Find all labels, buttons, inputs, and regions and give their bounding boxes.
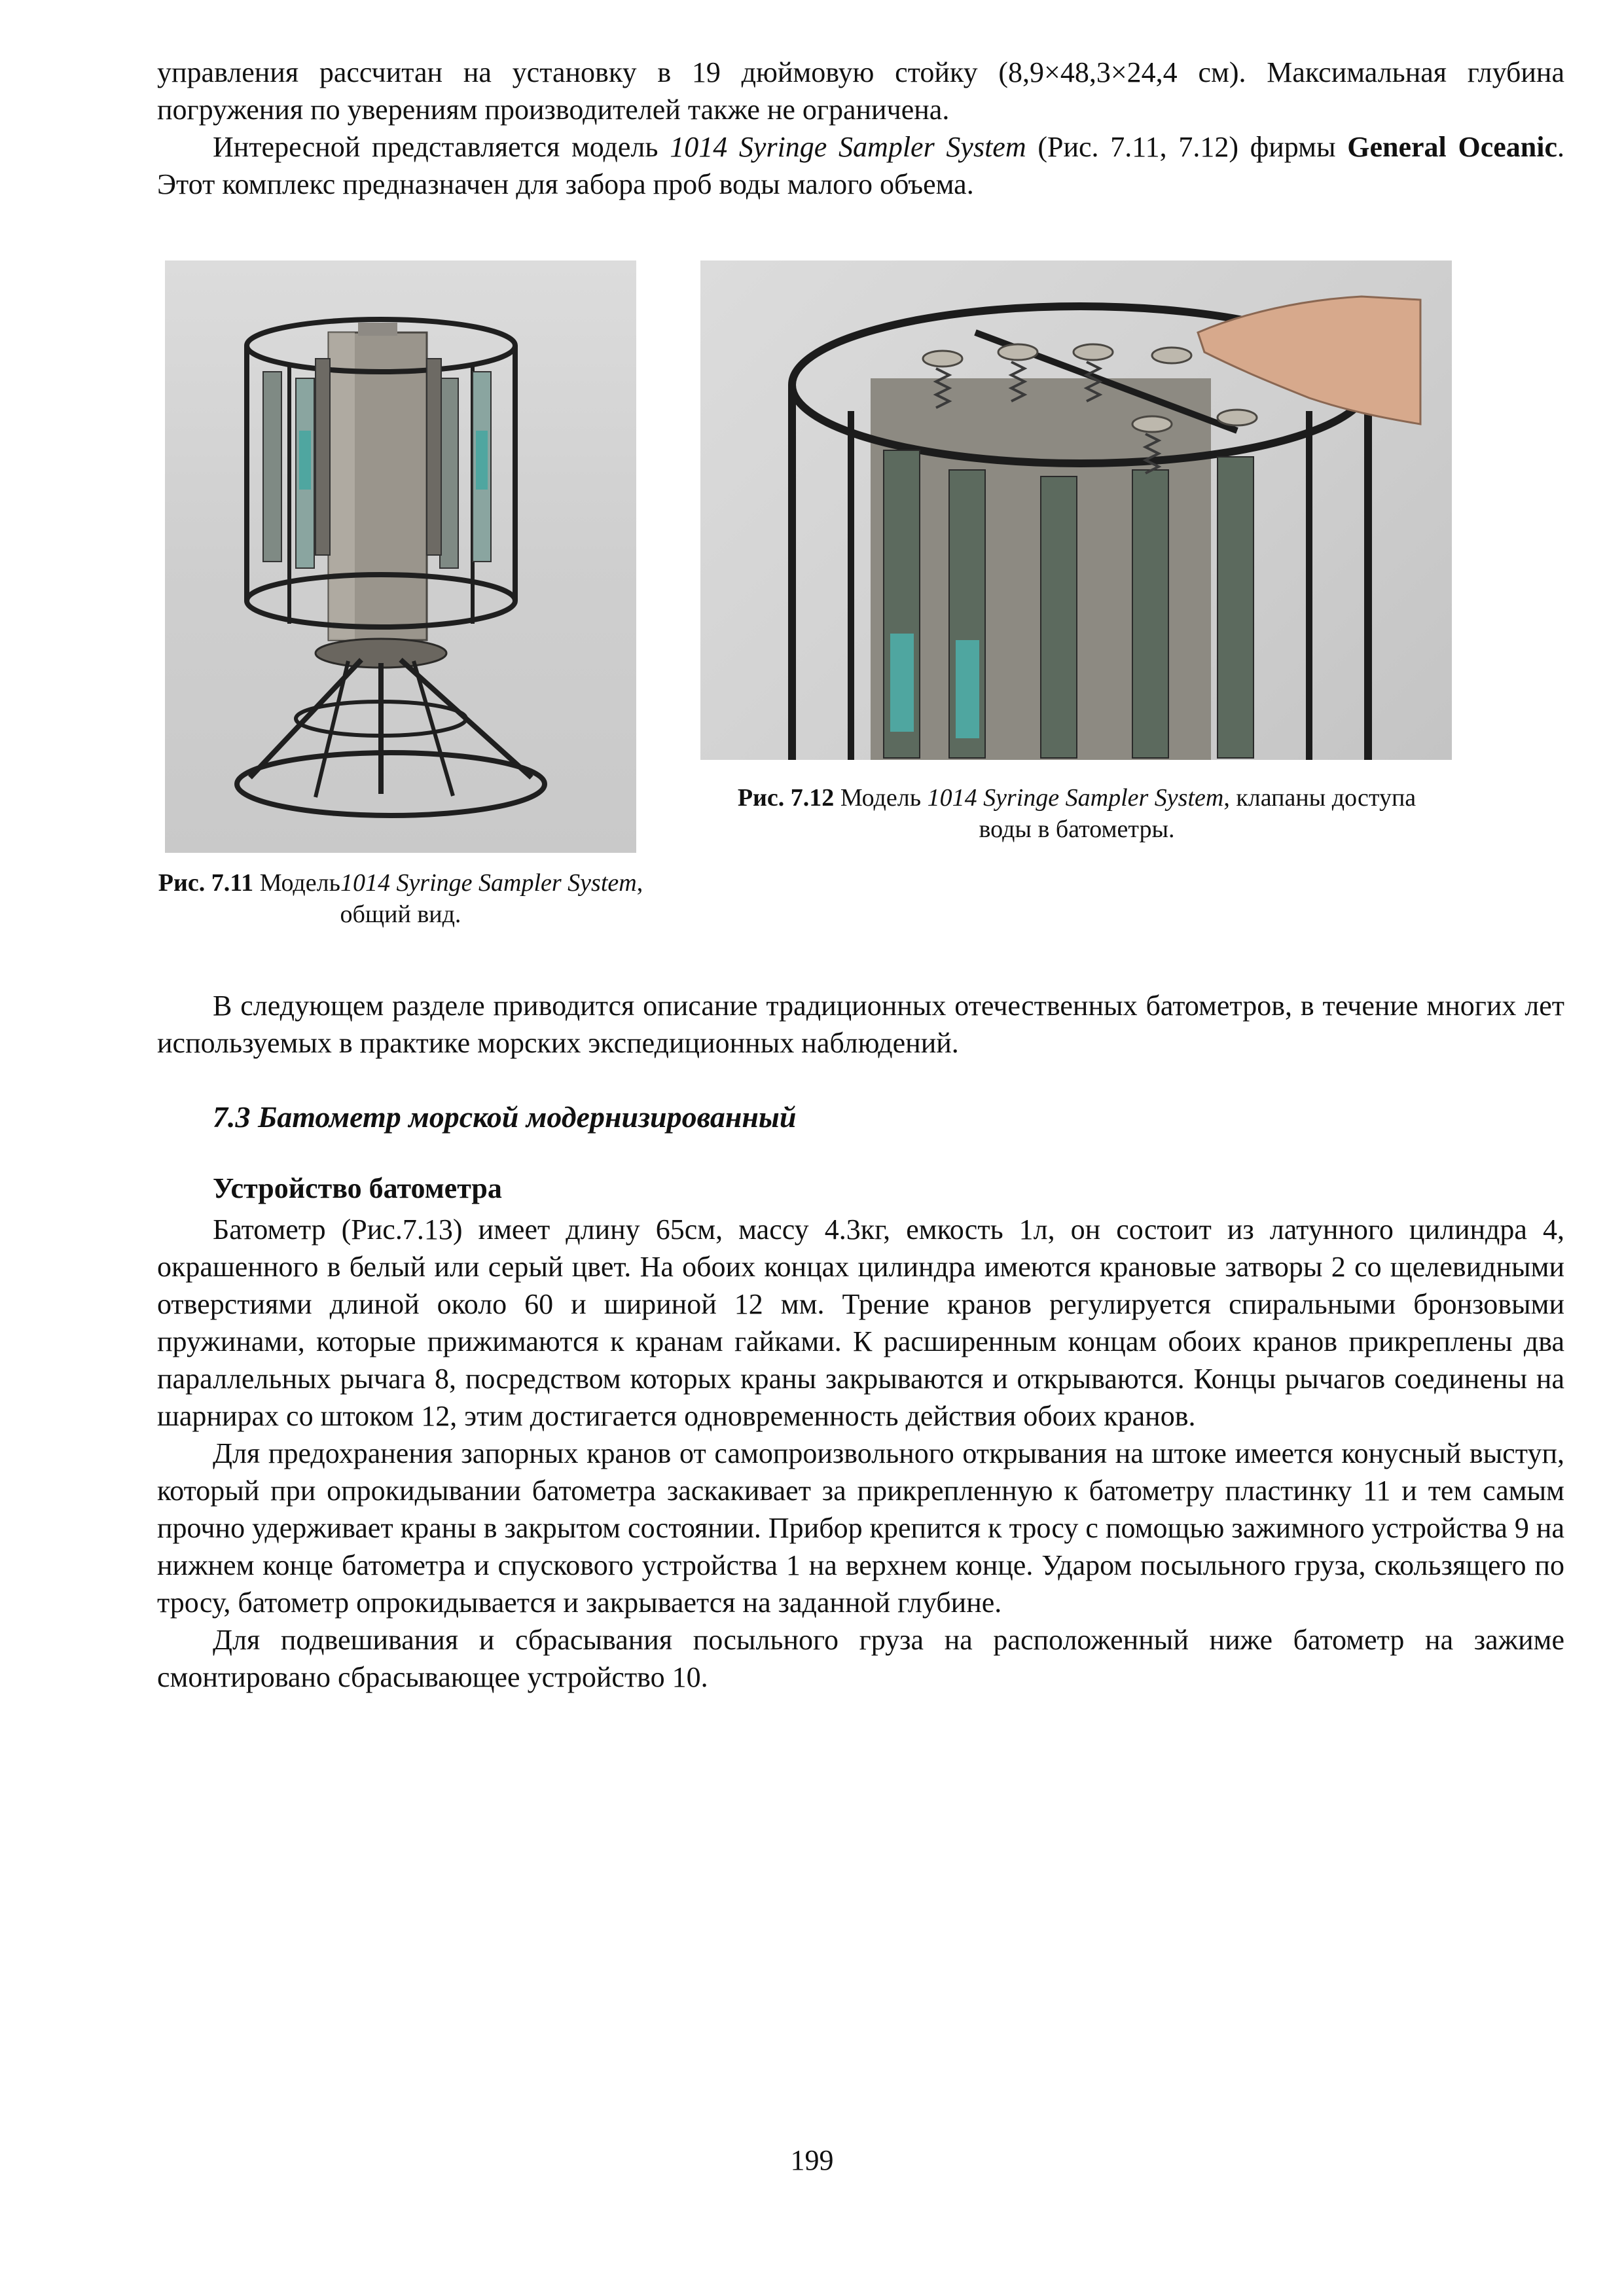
figure-7-11-caption [152, 867, 649, 930]
figure-7-11-photo [165, 260, 636, 853]
paragraph-syringe-sampler [157, 128, 1564, 203]
paragraph-locking: Для предохранения запорных кранов от самопроизвольного открывания на штоке имеется конусный выступ, который при опрокидывании батометра заскакивает за прикрепленную к батометру пластинку 11 и тем самым прочно удерживает краны в закрытом состоянии. Прибор крепится к тросу с помощью зажимного устройства 9 на нижнем конце батометра и спускового устройства 1 на верхнем конце. Ударом посыльного груза, скользящего по тросу, батометр опрокидывается и закрывается на заданной глубине. [157, 1437, 1564, 1619]
paragraph-device: Батометр (Рис.7.13) имеет длину 65см, массу 4.3кг, емкость 1л, он состоит из латунного цилиндра 4, окрашенного в белый или серый цвет. На обоих концах цилиндра имеются крановые затворы 2 со щелевидными отверстиями длиной около 60 и шириной 12 мм. Трение кранов регулируется спиральными бронзовыми пружинами, которые прижимаются к кранам гайками. К расширенным концам обоих кранов прикреплены два параллельных рычага 8, посредством которых краны закрываются и открываются. Концы рычагов соединены на шарнирах со штоком 12, этим достигается одновременность действия обоих кранов. [157, 1213, 1564, 1432]
text-run: . Этот комплекс предназначен для забора проб воды малого объема. [157, 131, 1565, 200]
paragraph-release: Для подвешивания и сбрасывания посыльного груза на расположенный ниже батометр на зажиме смонтировано сбрасывающее устройство 10. [157, 1624, 1564, 1693]
section-heading: 7.3 Батометр морской модернизированный [213, 1100, 797, 1134]
text-run: , общий вид. [340, 869, 643, 928]
sampler-general-view-illustration [165, 260, 636, 853]
paragraph-continuation: управления рассчитан на установку в 19 дюймовую стойку (8,9×48,3×24,4 см). Максимальная глубина погружения по уверениям производителей также не ограничена. [157, 56, 1564, 126]
figure-7-12-caption [733, 782, 1420, 845]
text-run: , клапаны доступа воды в батометры. [979, 784, 1416, 843]
figure-label: Рис. 7.11 [158, 869, 254, 897]
model-name: 1014 Syringe Sampler System [670, 131, 1026, 163]
body-text [157, 1211, 1564, 1696]
figure-7-12-photo [700, 260, 1452, 760]
company-name: General Oceanic [1347, 131, 1558, 163]
subsection-heading: Устройство батометра [213, 1172, 502, 1204]
page-number: 199 [790, 2144, 834, 2176]
figure-label: Рис. 7.12 [737, 784, 835, 812]
paragraph-next-section: В следующем разделе приводится описание традиционных отечественных батометров, в течение многих лет используемых в практике морских экспедиционных наблюдений. [157, 990, 1564, 1059]
transition-text [157, 987, 1564, 1062]
text-run: (Рис. 7.11, 7.12) фирмы [1026, 131, 1348, 163]
model-name: 1014 Syringe Sampler System [927, 784, 1224, 812]
sampler-valves-illustration [700, 260, 1452, 760]
text-run: Модель [253, 869, 340, 897]
intro-text [157, 54, 1564, 203]
text-run: Модель [834, 784, 928, 812]
model-name: 1014 Syringe Sampler System [340, 869, 637, 897]
text-run: Интересной представляется модель [213, 131, 670, 163]
